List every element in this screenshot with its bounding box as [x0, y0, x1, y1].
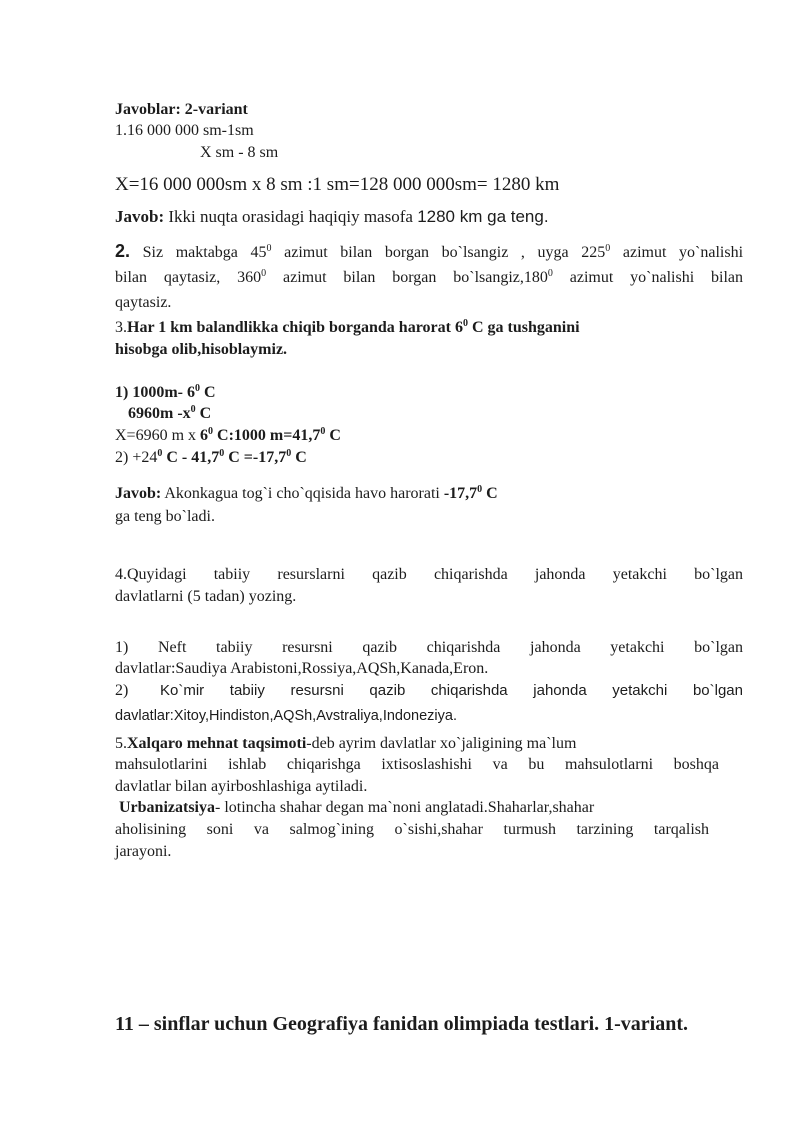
degree-sup: 0	[320, 426, 326, 437]
q4-answer1-line1: 1) Neft tabiiy resursni qazib chiqarishda jahonda yetakchi bo`lgan	[115, 639, 743, 656]
q3-calc-row4	[115, 448, 743, 468]
q3-calc-row3-a: X=6960 m x	[115, 427, 197, 444]
q2-line2	[115, 268, 743, 288]
q3-line1	[115, 318, 743, 338]
q3-calc-row1-a: 1) 1000m- 6	[115, 384, 195, 401]
degree-sup: 0	[266, 243, 272, 254]
q2-number: 2.	[115, 241, 131, 261]
q3-calc-row1	[115, 383, 743, 403]
q2-text-4: bilan qaytasiz, 360	[115, 269, 262, 286]
q5-term1: Xalqaro mehnat taqsimoti	[127, 735, 307, 752]
degree-sup: 0	[157, 448, 163, 459]
q5-line1	[115, 734, 715, 754]
q3-answer-value: -17,7	[443, 485, 478, 502]
q3-calc-row2	[128, 404, 756, 424]
q4-answer2-line1	[115, 681, 743, 701]
q3-calc-row3	[115, 426, 743, 446]
q2-text-6: azimut yo`nalishi bilan	[569, 269, 744, 286]
q3-line2: hisobga olib,hisoblaymiz.	[115, 341, 288, 358]
q3-answer-unit: C	[486, 485, 498, 502]
q3-calc-row4-e: C	[295, 449, 307, 466]
degree-sup: 0	[219, 448, 225, 459]
q5-term2: Urbanizatsiya	[119, 799, 215, 816]
degree-sup: 0	[605, 243, 611, 254]
q5-line3: davlatlar bilan ayirboshlashiga aytiladi.	[115, 778, 368, 795]
q5-line4	[119, 798, 719, 818]
q3-calc-row3-d: C	[329, 427, 341, 444]
q1-line1: 1.16 000 000 sm-1sm	[115, 122, 254, 139]
degree-sup: 0	[261, 268, 267, 279]
degree-sup: 0	[194, 383, 200, 394]
q3-number: 3.	[115, 319, 127, 336]
q3-calc-row4-a: 2) +24	[115, 449, 158, 466]
degree-sup: 0	[286, 448, 292, 459]
q1-formula: X=16 000 000sm x 8 sm :1 sm=128 000 000sm= 1280 km	[115, 174, 560, 195]
q3-calc-row3-c: C:1000 m=41,7	[217, 427, 321, 444]
q4-answer2-text: Ko`mir tabiiy resursni qazib chiqarishda jahonda yetakchi bo`lgan	[160, 682, 743, 699]
q4-line2: davlatlarni (5 tadan) yozing.	[115, 588, 297, 605]
q3-text-1: Har 1 km balandlikka chiqib borganda harorat	[127, 319, 451, 336]
q3-answer-line1	[115, 484, 743, 504]
q3-calc-row4-b: C	[166, 449, 178, 466]
q1-answer	[115, 206, 743, 228]
q3-text-2: C ga tushganini	[471, 319, 580, 336]
q2-line1	[115, 240, 743, 264]
q2-line3: qaytasiz.	[115, 294, 172, 311]
q5-line6: jarayoni.	[115, 843, 172, 860]
q5-line5: aholisining soni va salmog`ining o`sishi,shahar turmush tarzining tarqalish	[115, 821, 709, 838]
answers-heading: Javoblar: 2-variant	[115, 101, 248, 118]
q3-calc-row2-b: C	[199, 405, 212, 422]
q1-answer-label: Javob:	[115, 207, 165, 226]
q3-calc-row3-b: 6	[200, 427, 209, 444]
q4-answer2-num: 2)	[115, 682, 129, 699]
q3-calc-row1-b: C	[203, 384, 216, 401]
q3-calc-row4-d: C =-17,7	[228, 449, 287, 466]
next-section-title: 11 – sinflar uchun Geografiya fanidan olimpiada testlari. 1-variant.	[115, 1013, 688, 1035]
q5-line2: mahsulotlarini ishlab chiqarishga ixtisoslashishi va bu mahsulotlarni boshqa	[115, 756, 719, 773]
degree-sup: 0	[477, 484, 483, 495]
degree-sup: 0	[208, 426, 214, 437]
q2-text-2: azimut bilan borgan bo`lsangiz , uyga 225	[284, 244, 606, 261]
q4-answer1-line2: davlatlar:Saudiya Arabistoni,Rossiya,AQSh,Kanada,Eron.	[115, 660, 489, 677]
degree-sup: 0	[547, 268, 553, 279]
q3-answer-text: Akonkagua tog`i cho`qqisida havo harorati	[164, 485, 440, 502]
q3-value: 6	[454, 319, 463, 336]
q5-number: 5.	[115, 735, 127, 752]
q3-calc-row4-c: - 41,7	[181, 449, 220, 466]
q1-answer-value: 1280 km ga teng.	[417, 207, 549, 226]
q2-text-1: Siz maktabga 45	[142, 244, 267, 261]
q3-calc-row2-a: 6960m -x	[128, 405, 191, 422]
degree-sup: 0	[462, 318, 468, 329]
q4-line1: 4.Quyidagi tabiiy resurslarni qazib chiqarishda jahonda yetakchi bo`lgan	[115, 566, 743, 583]
q1-answer-text: Ikki nuqta orasidagi haqiqiy masofa	[168, 207, 413, 226]
q3-answer-line2: ga teng bo`ladi.	[115, 508, 215, 525]
q2-text-5: azimut bilan borgan bo`lsangiz,180	[283, 269, 548, 286]
q5-def1a: -deb ayrim davlatlar xo`jaligining ma`lum	[306, 735, 577, 752]
q1-line2: X sm - 8 sm	[200, 144, 279, 161]
q4-answer2-line2: davlatlar:Xitoy,Hindiston,AQSh,Avstraliya,Indoneziya.	[115, 708, 457, 724]
q5-def2a: - lotincha shahar degan ma`noni anglatadi.Shaharlar,shahar	[215, 799, 595, 816]
q2-text-3: azimut yo`nalishi	[622, 244, 744, 261]
q3-answer-label: Javob:	[115, 485, 162, 502]
degree-sup: 0	[190, 404, 196, 415]
